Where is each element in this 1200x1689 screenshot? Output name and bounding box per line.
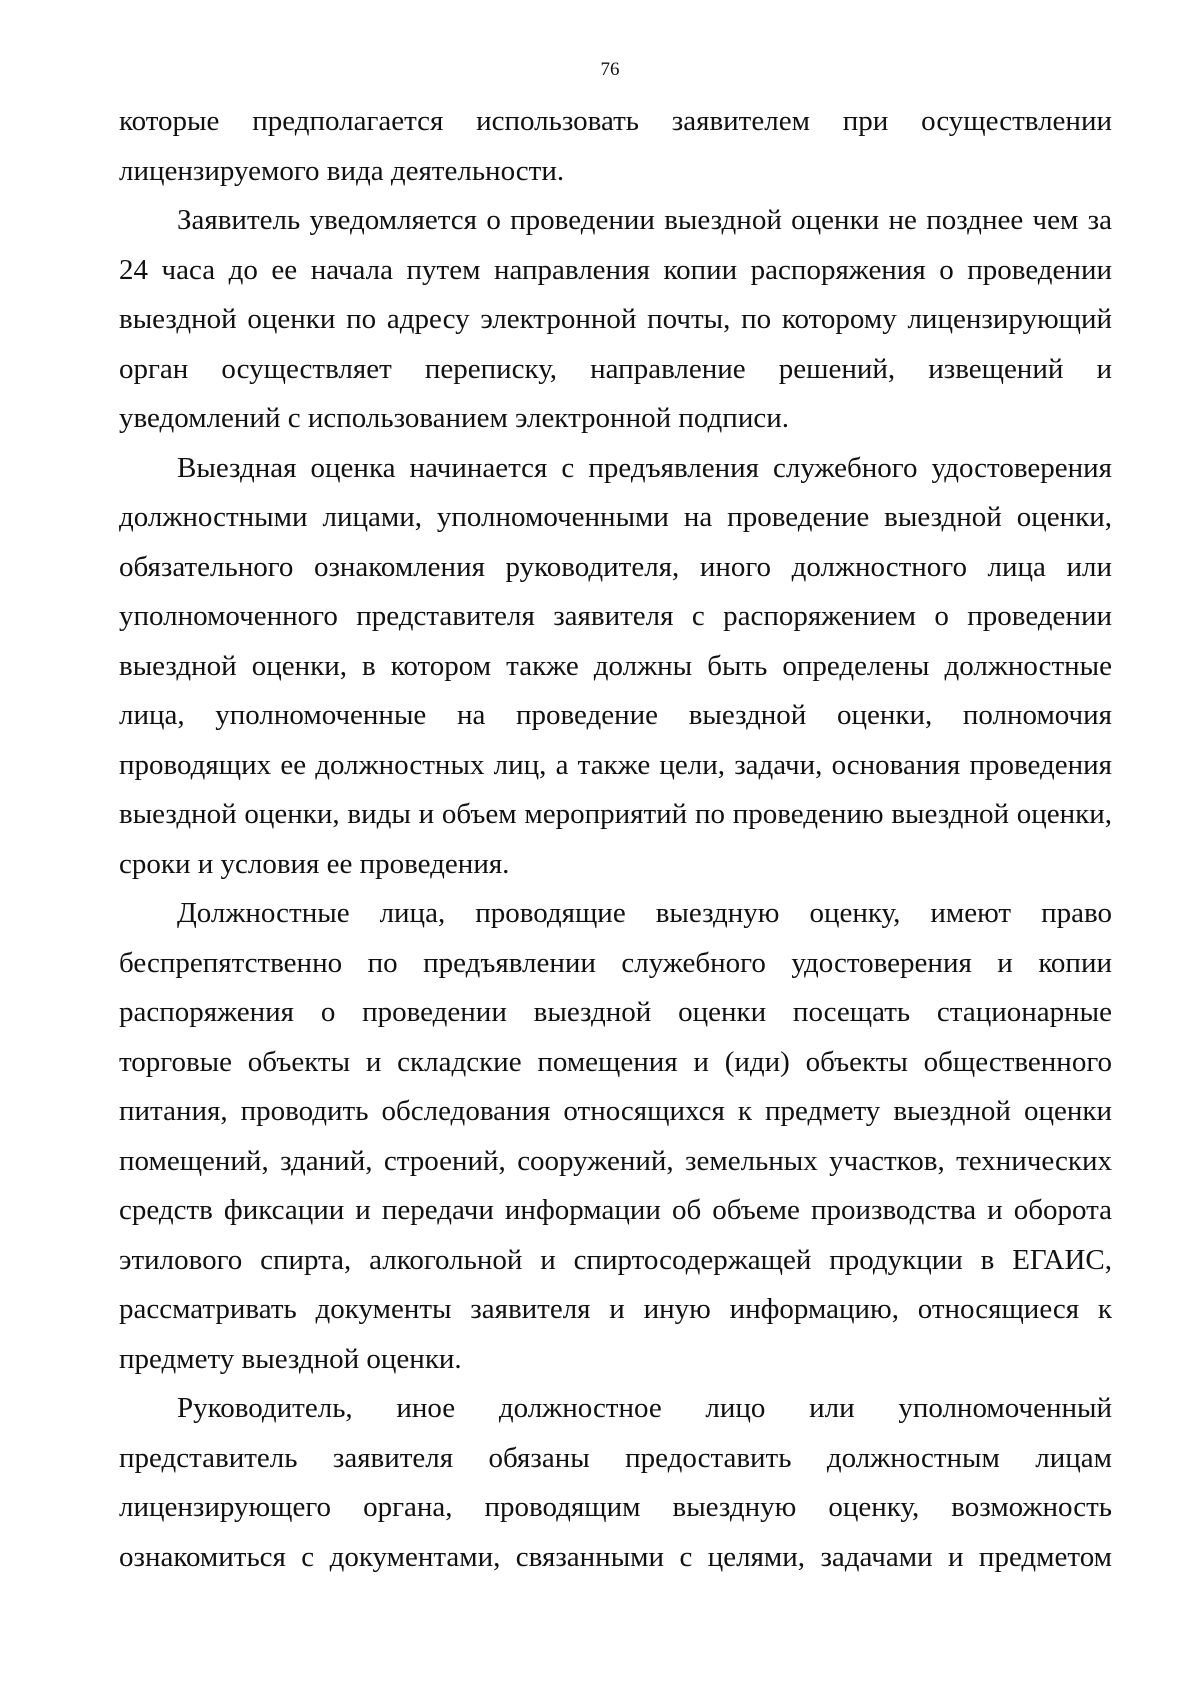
paragraph-assessment-start: Выездная оценка начинается с предъявления служебного удостоверения должностными лицами, уполномоченными на проведение выездной оценки, обязательного ознакомления руководителя, иного должностного лица или уполномоченного представителя заявителя с распоряжением о проведении выездной оценки, в котором также должны быть определены должностные лица, уполномоченные на проведение выездной оценки, полномочия проводящих ее должностных лиц, а также цели, задачи, основания проведения выездной оценки, виды и объем мероприятий по проведению выездной оценки, сроки и условия ее проведения. [119,451,1112,880]
paragraph-notification: Заявитель уведомляется о проведении выездной оценки не позднее чем за 24 часа до ее начала путем направления копии распоряжения о проведении выездной оценки по адресу электронной почты, по которому лицензирующий орган осуществляет переписку, направление решений, извещений и уведомлений с использованием электронной подписи. [119,204,1112,434]
paragraph-officials-rights: Должностные лица, проводящие выездную оценку, имеют право беспрепятственно по предъявлении служебного удостоверения и копии распоряжения о проведении выездной оценки посещать стационарные торговые объекты и складские помещения и (иди) объекты общественного питания, проводить обследования относящихся к предмету выездной оценки помещений, зданий, строений, сооружений, земельных участков, технических средств фиксации и передачи информации об объеме производства и оборота этилового спирта, алкогольной и спиртосодержащей продукции в ЕГАИС, рассматривать документы заявителя и иную информацию, относящиеся к предмету выездной оценки. [119,897,1112,1375]
paragraph-continuation: которые предполагается использовать заявителем при осуществлении лицензируемого вида деятельности. [119,105,1112,187]
paragraph-applicant-duties: Руководитель, иное должностное лицо или уполномоченный представитель заявителя обязаны предоставить должностным лицам лицензирующего органа, проводящим выездную оценку, возможность ознакомиться с документами, связанными с целями, задачами и предметом [119,1392,1112,1573]
document-body [119,97,1112,1582]
page-number: 76 [600,59,620,80]
